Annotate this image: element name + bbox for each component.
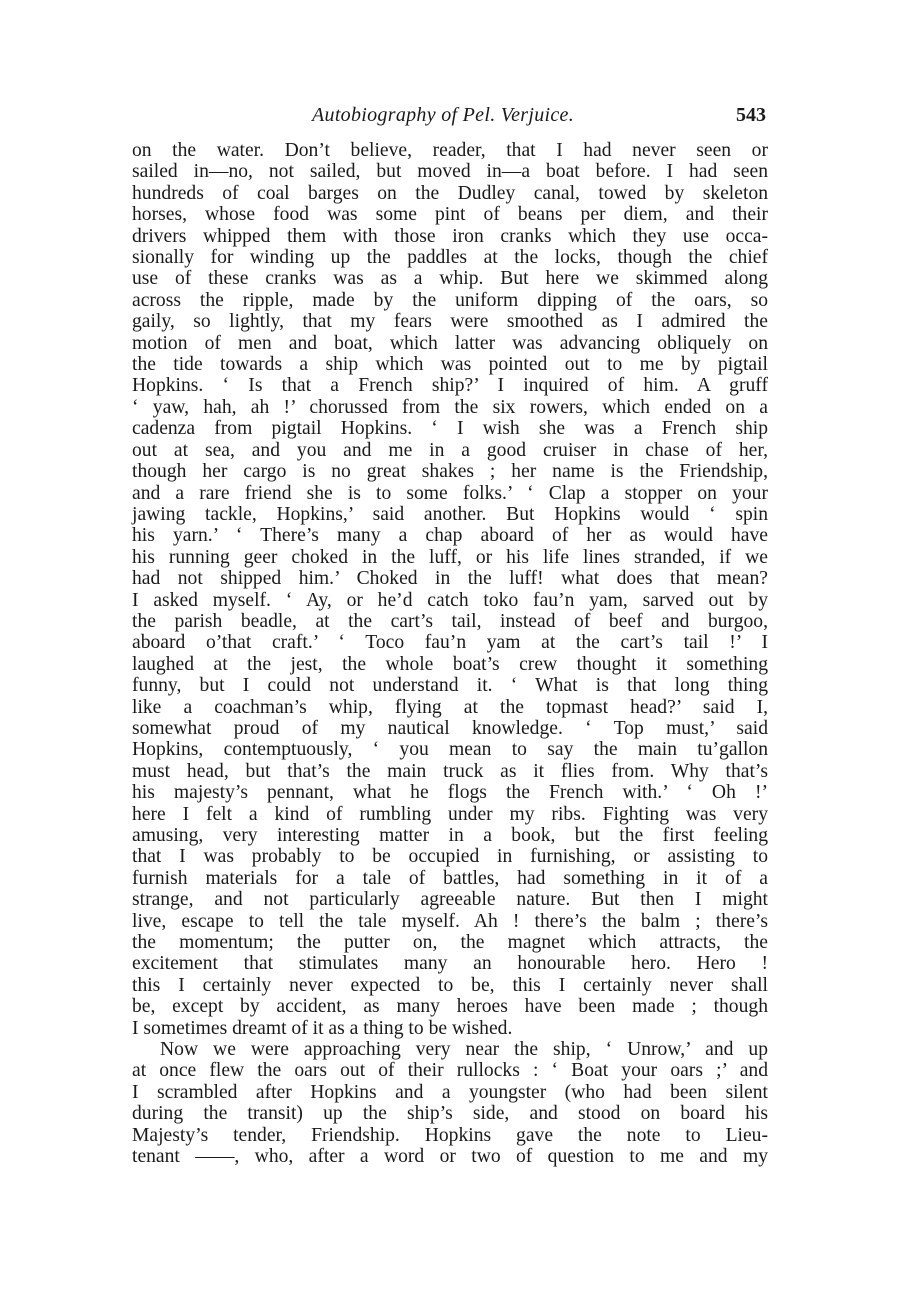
text-line: horses, whose food was some pint of beans per diem, and their	[132, 204, 768, 226]
text-line: I scrambled after Hopkins and a youngster (who had been silent	[132, 1081, 768, 1103]
paragraph-start-line: Now we were approaching very near the ship, ‘ Unrow,’ and up	[160, 1039, 768, 1061]
text-line: sailed in—no, not sailed, but moved in—a boat before. I had seen	[132, 161, 768, 183]
text-line: that I was probably to be occupied in furnishing, or assisting to	[132, 846, 768, 868]
text-line: tenant ——, who, after a word or two of question to me and my	[132, 1146, 768, 1168]
text-line: be, except by accident, as many heroes have been made ; though	[132, 996, 768, 1018]
text-line: at once flew the oars out of their rullocks : ‘ Boat your oars ;’ and	[132, 1060, 768, 1082]
text-line: furnish materials for a tale of battles, had something in it of a	[132, 867, 768, 889]
text-line: motion of men and boat, which latter was advancing obliquely on	[132, 332, 768, 354]
text-line: use of these cranks was as a whip. But here we skimmed along	[132, 268, 768, 290]
text-line: his running geer choked in the luff, or his life lines stranded, if we	[132, 546, 768, 568]
text-line: funny, but I could not understand it. ‘ What is that long thing	[132, 675, 768, 697]
text-line: live, escape to tell the tale myself. Ah ! there’s the balm ; there’s	[132, 910, 768, 932]
text-line: the momentum; the putter on, the magnet which attracts, the	[132, 932, 768, 954]
text-line: drivers whipped them with those iron cranks which they use occa-	[132, 225, 768, 247]
text-line: laughed at the jest, the whole boat’s crew thought it something	[132, 653, 768, 675]
text-line: on the water. Don’t believe, reader, that I had never seen or	[132, 140, 768, 161]
text-line: strange, and not particularly agreeable nature. But then I might	[132, 889, 768, 911]
text-line: cadenza from pigtail Hopkins. ‘ I wish she was a French ship	[132, 418, 768, 440]
text-line: his majesty’s pennant, what he flogs the French with.’ ‘ Oh !’	[132, 782, 768, 804]
text-line: across the ripple, made by the uniform dipping of the oars, so	[132, 289, 768, 311]
text-line: during the transit) up the ship’s side, and stood on board his	[132, 1103, 768, 1125]
page-number: 543	[736, 104, 766, 126]
text-line: hundreds of coal barges on the Dudley canal, towed by skeleton	[132, 182, 768, 204]
text-line: aboard o’that craft.’ ‘ Toco fau’n yam at the cart’s tail !’ I	[132, 632, 768, 654]
text-line: and a rare friend she is to some folks.’ ‘ Clap a stopper on your	[132, 482, 768, 504]
text-line: had not shipped him.’ Choked in the luff! what does that mean?	[132, 568, 768, 590]
text-line: sionally for winding up the paddles at the locks, though the chief	[132, 247, 768, 269]
text-line: his yarn.’ ‘ There’s many a chap aboard of her as would have	[132, 525, 768, 547]
paragraph-end-line: I sometimes dreamt of it as a thing to be wished.	[132, 1017, 513, 1039]
text-line: though her cargo is no great shakes ; her name is the Friendship,	[132, 461, 768, 483]
text-line: Hopkins, contemptuously, ‘ you mean to say the main tu’gallon	[132, 739, 768, 761]
text-line: excitement that stimulates many an honourable hero. Hero !	[132, 953, 768, 975]
text-line: out at sea, and you and me in a good cruiser in chase of her,	[132, 439, 768, 461]
text-line: jawing tackle, Hopkins,’ said another. But Hopkins would ‘ spin	[132, 503, 768, 525]
text-line: Majesty’s tender, Friendship. Hopkins gave the note to Lieu-	[132, 1124, 768, 1146]
running-title: Autobiography of Pel. Verjuice.	[312, 104, 575, 126]
body-text	[132, 140, 768, 1168]
text-line: amusing, very interesting matter in a book, but the first feeling	[132, 825, 768, 846]
text-line: ‘ yaw, hah, ah !’ chorussed from the six rowers, which ended on a	[132, 396, 768, 418]
text-line: this I certainly never expected to be, this I certainly never shall	[132, 974, 768, 996]
page-header	[132, 104, 768, 130]
text-line: I asked myself. ‘ Ay, or he’d catch toko fau’n yam, sarved out by	[132, 589, 768, 611]
text-line: Hopkins. ‘ Is that a French ship?’ I inquired of him. A gruff	[132, 375, 768, 397]
text-line: gaily, so lightly, that my fears were smoothed as I admired the	[132, 311, 768, 333]
text-line: must head, but that’s the main truck as it flies from. Why that’s	[132, 760, 768, 782]
text-line: the tide towards a ship which was pointed out to me by pigtail	[132, 354, 768, 376]
text-line: like a coachman’s whip, flying at the topmast head?’ said I,	[132, 696, 768, 718]
text-line: here I felt a kind of rumbling under my ribs. Fighting was very	[132, 803, 768, 825]
text-line: somewhat proud of my nautical knowledge. ‘ Top must,’ said	[132, 717, 768, 739]
text-line: the parish beadle, at the cart’s tail, instead of beef and burgoo,	[132, 610, 768, 632]
